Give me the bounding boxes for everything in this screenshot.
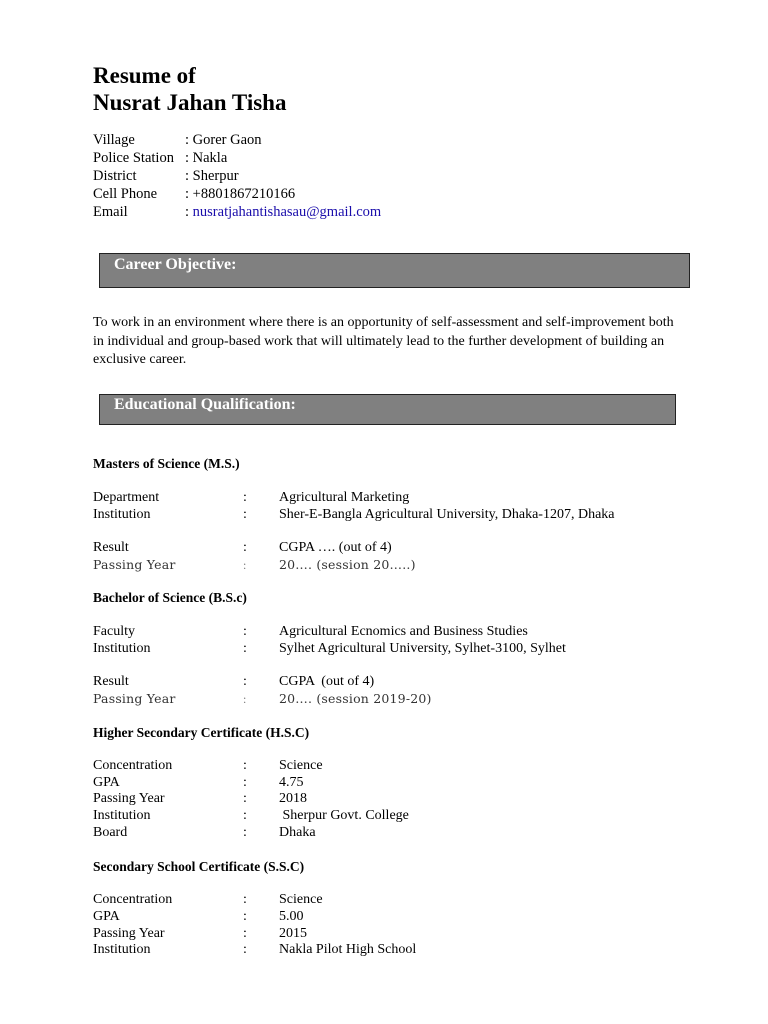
row-key: Passing Year [93, 791, 165, 806]
row-value: 2015 [279, 926, 307, 941]
degree-title-masters: Masters of Science (M.S.) [93, 456, 240, 471]
row-colon: : [243, 808, 247, 823]
contact-value: : Sherpur [185, 168, 239, 184]
row-value: CGPA (out of 4) [279, 674, 375, 689]
contact-label: Village [93, 132, 135, 148]
row-value: CGPA …. (out of 4) [279, 540, 392, 555]
row-key: GPA [93, 909, 120, 924]
row-value: 20…. (session 2019-20) [279, 691, 432, 706]
resume-title [93, 62, 286, 116]
row-value: 2018 [279, 791, 307, 806]
row-key: Concentration [93, 758, 173, 773]
contact-label: Cell Phone [93, 186, 158, 202]
row-colon: : [243, 942, 247, 957]
row-key: Institution [93, 507, 151, 522]
row-colon: : [243, 892, 247, 907]
row-value: 20…. (session 20…..) [279, 557, 416, 572]
email-link[interactable]: nusratjahantishasau@gmail.com [192, 204, 382, 220]
row-value: Sherpur Govt. College [279, 808, 409, 823]
degree-title-bachelor: Bachelor of Science (B.S.c) [93, 590, 247, 605]
row-key: Passing Year [93, 691, 176, 706]
contact-value: : Nakla [185, 150, 228, 166]
row-colon: : [243, 909, 247, 924]
email-colon: : [185, 204, 193, 220]
row-colon: : [243, 507, 247, 522]
row-key: Faculty [93, 624, 135, 639]
candidate-name: Nusrat Jahan Tisha [93, 90, 287, 115]
row-value: Science [279, 892, 323, 907]
row-key: Board [93, 825, 128, 840]
row-key: Department [93, 490, 160, 505]
contact-label: District [93, 168, 137, 184]
row-key: Result [93, 674, 129, 689]
row-key: Concentration [93, 892, 173, 907]
row-value: Agricultural Ecnomics and Business Studies [279, 624, 528, 639]
title-line-1: Resume of [93, 63, 196, 88]
row-value: 4.75 [279, 775, 304, 790]
row-colon: : [243, 825, 247, 840]
contact-label: Email [93, 204, 128, 220]
row-value: 5.00 [279, 909, 304, 924]
row-key: Institution [93, 808, 151, 823]
row-key: Passing Year [93, 557, 176, 572]
row-colon: : [243, 775, 247, 790]
row-value: Nakla Pilot High School [279, 942, 417, 957]
section-header-educational-qualification: Educational Qualification: [99, 394, 676, 425]
contact-value: : +8801867210166 [185, 186, 296, 202]
row-colon: : [243, 641, 247, 656]
row-colon: : [243, 674, 247, 689]
row-key: GPA [93, 775, 120, 790]
row-value: Agricultural Marketing [279, 490, 410, 505]
row-colon: : [243, 490, 247, 505]
contact-label: Police Station [93, 150, 174, 166]
row-colon: : [243, 758, 247, 773]
row-key: Institution [93, 641, 151, 656]
row-value: Science [279, 758, 323, 773]
section-header-career-objective: Career Objective: [99, 253, 690, 288]
career-objective-text: To work in an environment where there is an opportunity of self-assessment and self-improvement both in individual and group-based work that will ultimately lead to the further development of building an exclusive career. [93, 315, 674, 367]
row-value: Sylhet Agricultural University, Sylhet-3100, Sylhet [279, 641, 566, 656]
degree-title-hsc: Higher Secondary Certificate (H.S.C) [93, 725, 310, 740]
row-key: Institution [93, 942, 151, 957]
row-colon: : [243, 692, 247, 706]
row-value: Sher-E-Bangla Agricultural University, Dhaka-1207, Dhaka [279, 507, 615, 522]
row-colon: : [243, 926, 247, 941]
contact-value [185, 203, 381, 221]
degree-title-ssc: Secondary School Certificate (S.S.C) [93, 859, 305, 874]
row-colon: : [243, 624, 247, 639]
row-colon: : [243, 791, 247, 806]
row-colon: : [243, 558, 247, 572]
row-colon: : [243, 540, 247, 555]
row-key: Result [93, 540, 129, 555]
contact-value: : Gorer Gaon [185, 132, 262, 148]
row-key: Passing Year [93, 926, 165, 941]
row-value: Dhaka [279, 825, 316, 840]
